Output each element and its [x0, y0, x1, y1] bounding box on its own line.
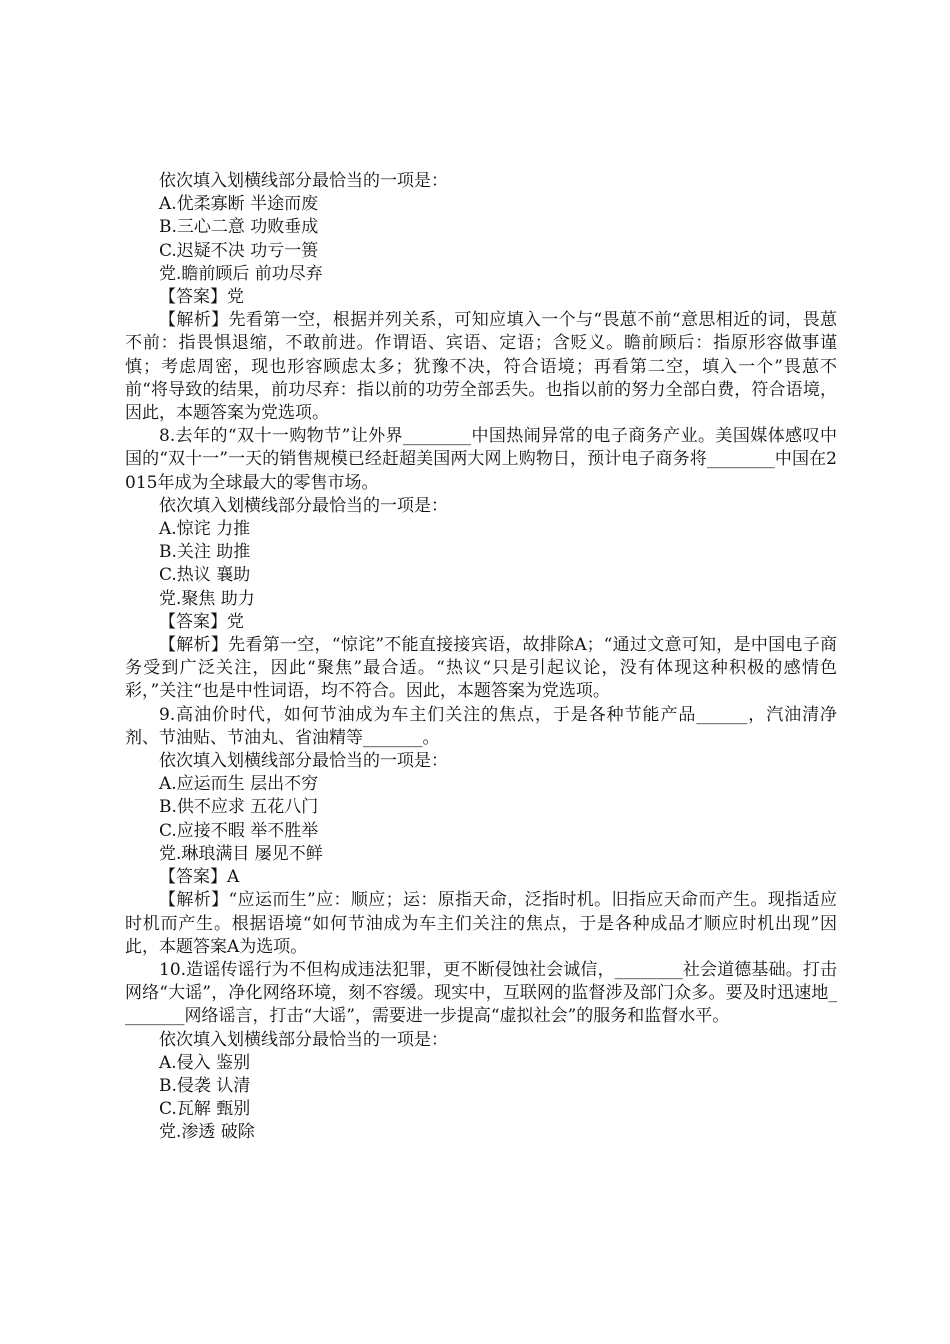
q10-option-a: A.侵入 鉴别	[159, 1052, 251, 1073]
q8-prompt: 依次填入划横线部分最恰当的一项是：	[159, 495, 448, 516]
document-body	[125, 170, 837, 1145]
q7-answer: 【答案】党	[159, 287, 244, 308]
q7-option-d: 党.瞻前顾后 前功尽弃	[159, 263, 323, 284]
q9-analysis: 【解析】“应运而生”应：顺应；运：原指天命，泛指时机。旧指应天命而产生。现指适应时机而产生。根据语境“如何节油成为车主们关注的焦点，于是各种成品才顺应时机出现”因此，本题答案A为选项。	[125, 890, 837, 957]
q7-option-b: B.三心二意 功败垂成	[159, 217, 319, 238]
q7-prompt: 依次填入划横线部分最恰当的一项是：	[159, 171, 448, 191]
q10-option-d: 党.渗透 破除	[159, 1122, 255, 1143]
q9-answer: 【答案】A	[159, 867, 240, 888]
q10-option-b: B.侵袭 认清	[159, 1075, 251, 1096]
q7-analysis: 【解析】先看第一空，根据并列关系，可知应填入一个与“畏葸不前“意思相近的词，畏葸不前：指畏惧退缩，不敢前进。作谓语、宾语、定语；含贬义。瞻前顾后：指原形容做事谨慎；考虑周密，现也形容顾虑太多；犹豫不决，符合语境；再看第二空，填入一个”畏葸不前“将导致的结果，前功尽弃：指以前的功劳全部丢失。也指以前的努力全部白费，符合语境，因此，本题答案为党选项。	[125, 310, 837, 424]
q8-stem: 8.去年的“双十一购物节”让外界________中国热闹异常的电子商务产业。美国媒体感叹中国的“双十一”一天的销售规模已经赶超美国两大网上购物日，预计电子商务将________中国在2015年成为全球最大的零售市场。	[125, 426, 837, 493]
q10-prompt: 依次填入划横线部分最恰当的一项是：	[159, 1029, 448, 1050]
q9-option-d: 党.琳琅满目 屡见不鲜	[159, 843, 323, 864]
q9-option-b: B.供不应求 五花八门	[159, 797, 319, 818]
q8-option-c: C.热议 襄助	[159, 565, 251, 586]
q10-option-c: C.瓦解 甄别	[159, 1099, 251, 1120]
q10-stem: 10.造谣传谣行为不但构成违法犯罪，更不断侵蚀社会诚信，________社会道德基础。打击网络“大谣”，净化网络环境，刻不容缓。现实中，互联网的监督涉及部门众多。要及时迅速地________网络谣言，打击“大谣”，需要进一步提高“虚拟社会”的服务和监督水平。	[125, 959, 837, 1027]
q7-option-c: C.迟疑不决 功亏一篑	[159, 240, 319, 261]
q8-option-a: A.惊诧 力推	[159, 519, 251, 540]
q8-answer: 【答案】党	[159, 611, 244, 632]
q8-option-d: 党.聚焦 助力	[159, 588, 255, 609]
q7-option-a: A.优柔寡断 半途而废	[159, 194, 319, 215]
q9-prompt: 依次填入划横线部分最恰当的一项是：	[159, 751, 448, 772]
q9-option-c: C.应接不暇 举不胜举	[159, 820, 319, 841]
q9-option-a: A.应运而生 层出不穷	[159, 774, 319, 795]
q9-stem: 9.高油价时代，如何节油成为车主们关注的焦点，于是各种节能产品______，汽油清净剂、节油贴、节油丸、省油精等_______。	[125, 704, 837, 748]
q8-option-b: B.关注 助推	[159, 542, 251, 563]
q8-analysis: 【解析】先看第一空，“惊诧”不能直接接宾语，故排除A；“通过文意可知，是中国电子商务受到广泛关注，因此“聚焦”最合适。“热议“只是引起议论，没有体现这种积极的感情色彩，”关注“也是中性词语，均不符合。因此，本题答案为党选项。	[125, 635, 837, 702]
